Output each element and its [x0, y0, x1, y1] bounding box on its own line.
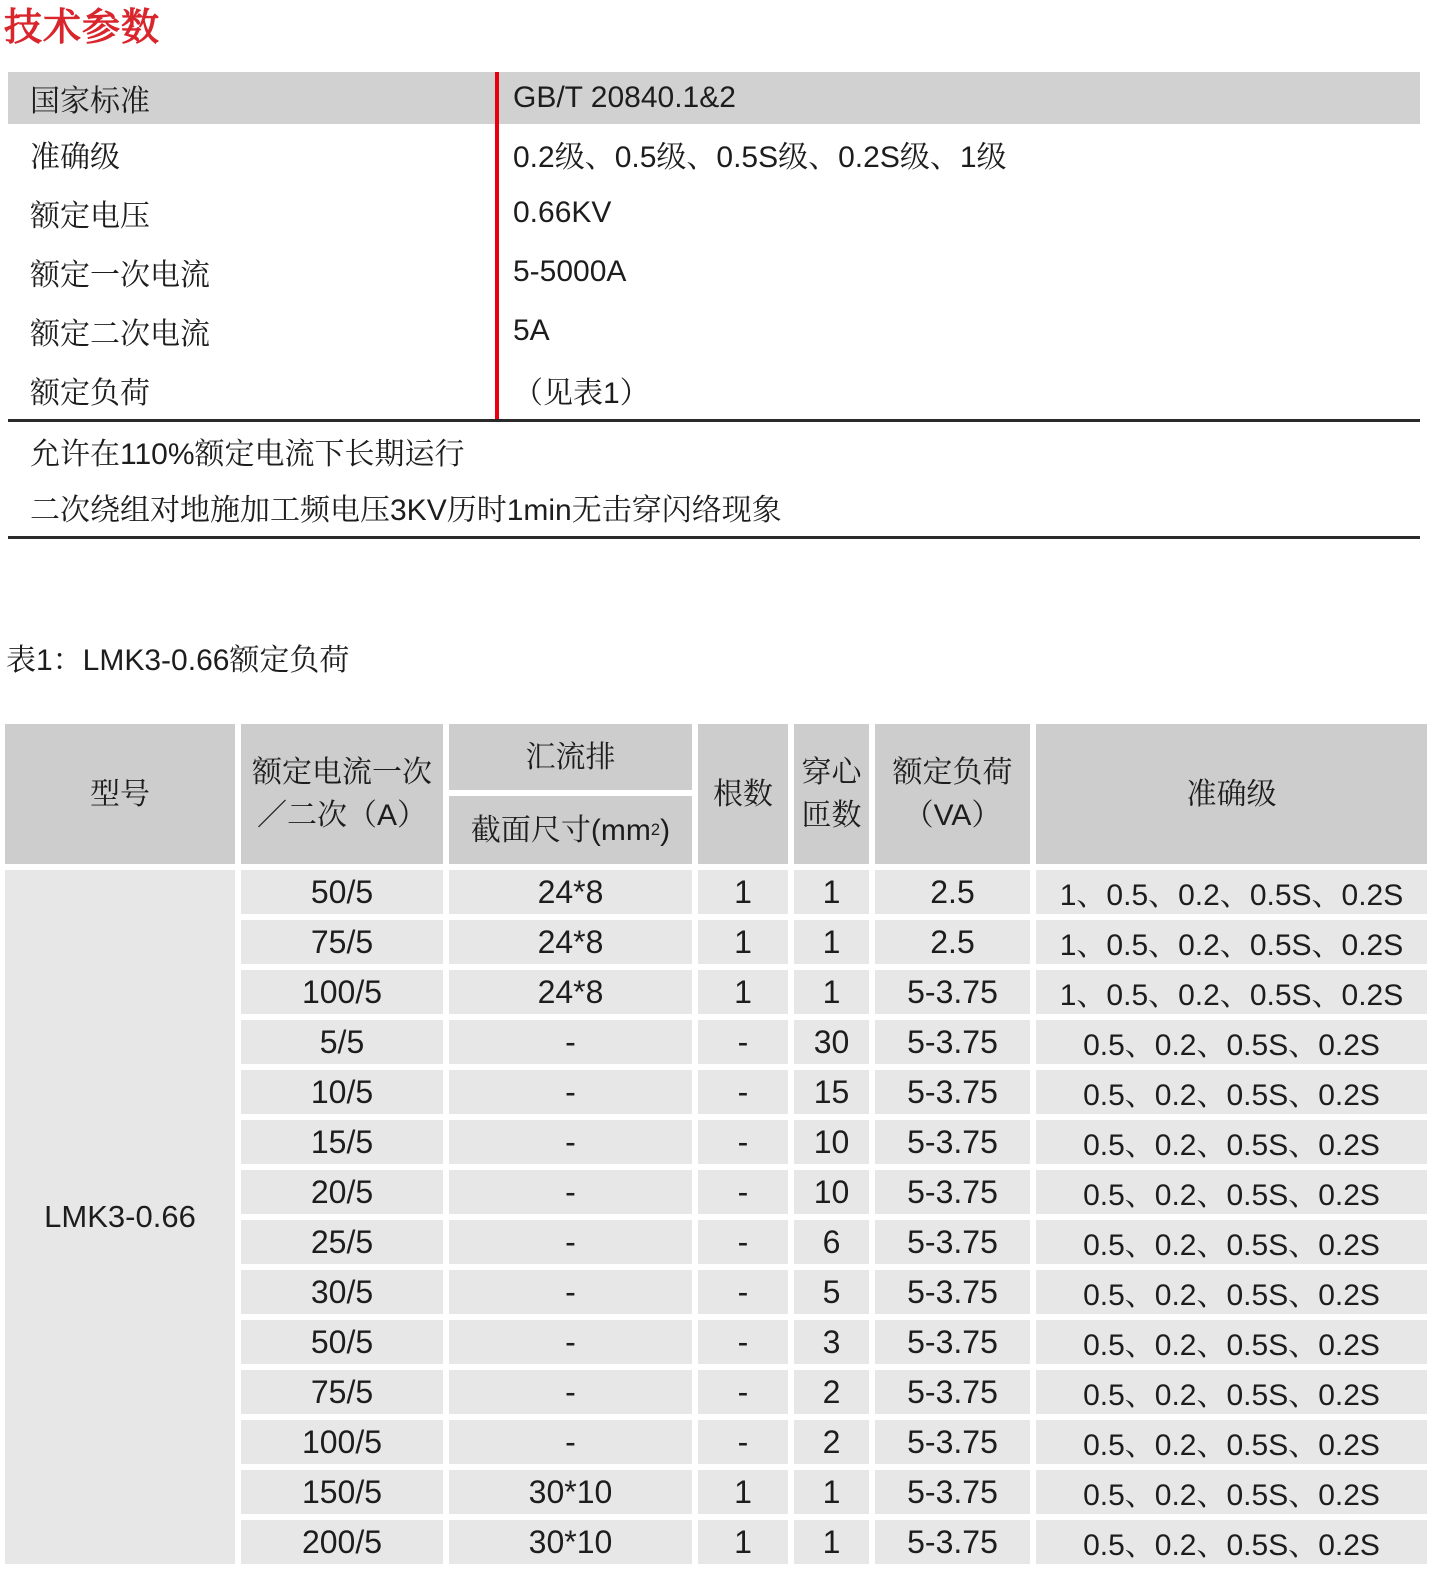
- cell-rated-current: 5/5: [241, 1020, 443, 1064]
- cell-burden: 5-3.75: [875, 970, 1030, 1014]
- param-row: [8, 183, 1420, 242]
- cell-rated-current: 15/5: [241, 1120, 443, 1164]
- cell-burden: 5-3.75: [875, 1020, 1030, 1064]
- cell-busbar-size: 30*10: [449, 1470, 692, 1514]
- cell-rated-current: 75/5: [241, 920, 443, 964]
- param-value: 5A: [513, 313, 550, 347]
- cell-bar-count: 1: [698, 1470, 788, 1514]
- cell-bar-count: -: [698, 1020, 788, 1064]
- param-label: 额定负荷: [30, 376, 150, 410]
- cell-burden: 5-3.75: [875, 1520, 1030, 1564]
- cell-turns: 15: [794, 1070, 869, 1114]
- cell-accuracy: 0.5、0.2、0.5S、0.2S: [1036, 1520, 1427, 1564]
- cell-burden: 5-3.75: [875, 1170, 1030, 1214]
- cell-burden: 5-3.75: [875, 1070, 1030, 1114]
- cell-turns: 10: [794, 1170, 869, 1214]
- cell-busbar-size: -: [449, 1070, 692, 1114]
- cell-busbar-size: -: [449, 1170, 692, 1214]
- header-bar-count: 根数: [698, 724, 788, 864]
- param-label: 国家标准: [30, 85, 150, 118]
- cell-bar-count: -: [698, 1170, 788, 1214]
- burden-table: [5, 724, 1427, 1564]
- cell-busbar-size: -: [449, 1120, 692, 1164]
- cell-accuracy: 1、0.5、0.2、0.5S、0.2S: [1036, 970, 1427, 1014]
- header-rated-current-line2: ／二次（A）: [256, 799, 427, 832]
- cell-turns: 1: [794, 970, 869, 1014]
- cell-bar-count: 1: [698, 1520, 788, 1564]
- cell-rated-current: 200/5: [241, 1520, 443, 1564]
- header-turns: [794, 724, 869, 864]
- cell-rated-current: 10/5: [241, 1070, 443, 1114]
- red-divider-line: [495, 72, 499, 419]
- cell-rated-current: 20/5: [241, 1170, 443, 1214]
- header-rated-current-line1: 额定电流一次: [252, 756, 432, 789]
- table1-caption: 表1：LMK3-0.66额定负荷: [6, 644, 350, 677]
- cell-turns: 5: [794, 1270, 869, 1314]
- cell-turns: 2: [794, 1370, 869, 1414]
- cell-burden: 2.5: [875, 920, 1030, 964]
- cell-turns: 1: [794, 870, 869, 914]
- cell-busbar-size: 24*8: [449, 970, 692, 1014]
- cell-burden: 5-3.75: [875, 1420, 1030, 1464]
- cell-bar-count: 1: [698, 970, 788, 1014]
- cell-accuracy: 1、0.5、0.2、0.5S、0.2S: [1036, 870, 1427, 914]
- param-table: [8, 72, 1420, 422]
- cell-turns: 2: [794, 1420, 869, 1464]
- cell-rated-current: 100/5: [241, 970, 443, 1014]
- header-cross-section: 截面尺寸(mm 2 ): [449, 796, 692, 864]
- note-line: 允许在110%额定电流下长期运行: [30, 438, 465, 471]
- cell-bar-count: -: [698, 1370, 788, 1414]
- cell-accuracy: 0.5、0.2、0.5S、0.2S: [1036, 1120, 1427, 1164]
- param-label: 额定电压: [30, 199, 150, 233]
- param-row: [8, 124, 1420, 183]
- cell-bar-count: 1: [698, 920, 788, 964]
- cell-turns: 3: [794, 1320, 869, 1364]
- cell-busbar-size: -: [449, 1320, 692, 1364]
- cell-busbar-size: 30*10: [449, 1520, 692, 1564]
- cell-burden: 5-3.75: [875, 1320, 1030, 1364]
- header-cross-section-prefix: 截面尺寸(mm: [470, 813, 651, 847]
- cell-model: LMK3-0.66: [5, 870, 235, 1564]
- cell-rated-current: 50/5: [241, 1320, 443, 1364]
- header-rated-current: [241, 724, 443, 864]
- cell-busbar-size: -: [449, 1270, 692, 1314]
- cell-burden: 2.5: [875, 870, 1030, 914]
- cell-accuracy: 0.5、0.2、0.5S、0.2S: [1036, 1020, 1427, 1064]
- header-burden-line1: 额定负荷: [892, 756, 1013, 789]
- cell-accuracy: 0.5、0.2、0.5S、0.2S: [1036, 1470, 1427, 1514]
- page-title: 技术参数: [4, 7, 161, 49]
- cell-bar-count: -: [698, 1220, 788, 1264]
- param-row: [8, 72, 1420, 124]
- cell-accuracy: 0.5、0.2、0.5S、0.2S: [1036, 1420, 1427, 1464]
- param-label: 额定二次电流: [30, 317, 210, 351]
- cell-accuracy: 0.5、0.2、0.5S、0.2S: [1036, 1320, 1427, 1364]
- cell-busbar-size: -: [449, 1020, 692, 1064]
- cell-rated-current: 25/5: [241, 1220, 443, 1264]
- param-value: （见表1）: [513, 376, 650, 410]
- cell-burden: 5-3.75: [875, 1120, 1030, 1164]
- param-label: 额定一次电流: [30, 258, 210, 292]
- cell-accuracy: 0.5、0.2、0.5S、0.2S: [1036, 1070, 1427, 1114]
- cell-burden: 5-3.75: [875, 1470, 1030, 1514]
- cell-bar-count: -: [698, 1320, 788, 1364]
- header-accuracy: 准确级: [1036, 724, 1427, 864]
- cell-burden: 5-3.75: [875, 1370, 1030, 1414]
- header-burden: [875, 724, 1030, 864]
- header-burden-line2: （VA）: [903, 799, 1002, 832]
- cell-turns: 10: [794, 1120, 869, 1164]
- cell-rated-current: 50/5: [241, 870, 443, 914]
- cell-rated-current: 100/5: [241, 1420, 443, 1464]
- cell-busbar-size: 24*8: [449, 870, 692, 914]
- header-cross-section-suffix: ): [660, 813, 671, 847]
- cell-bar-count: -: [698, 1070, 788, 1114]
- cell-bar-count: -: [698, 1420, 788, 1464]
- cell-burden: 5-3.75: [875, 1270, 1030, 1314]
- cell-busbar-size: -: [449, 1420, 692, 1464]
- cell-turns: 30: [794, 1020, 869, 1064]
- cell-busbar-size: 24*8: [449, 920, 692, 964]
- cell-accuracy: 0.5、0.2、0.5S、0.2S: [1036, 1220, 1427, 1264]
- header-busbar: 汇流排: [449, 724, 692, 790]
- param-value: GB/T 20840.1&2: [513, 81, 736, 114]
- notes-section: [8, 422, 1420, 539]
- cell-turns: 1: [794, 920, 869, 964]
- param-value: 0.2级、0.5级、0.5S级、0.2S级、1级: [513, 140, 1007, 174]
- cell-rated-current: 150/5: [241, 1470, 443, 1514]
- param-value: 5-5000A: [513, 254, 627, 288]
- header-model: 型号: [5, 724, 235, 864]
- cell-accuracy: 0.5、0.2、0.5S、0.2S: [1036, 1270, 1427, 1314]
- param-row: [8, 360, 1420, 419]
- cell-accuracy: 0.5、0.2、0.5S、0.2S: [1036, 1370, 1427, 1414]
- param-row: [8, 242, 1420, 301]
- cell-turns: 1: [794, 1470, 869, 1514]
- param-row: [8, 301, 1420, 360]
- cell-rated-current: 75/5: [241, 1370, 443, 1414]
- cell-accuracy: 0.5、0.2、0.5S、0.2S: [1036, 1170, 1427, 1214]
- note-line: 二次绕组对地施加工频电压3KV历时1min无击穿闪络现象: [30, 494, 782, 527]
- cell-burden: 5-3.75: [875, 1220, 1030, 1264]
- cell-rated-current: 30/5: [241, 1270, 443, 1314]
- cell-bar-count: -: [698, 1270, 788, 1314]
- cell-turns: 1: [794, 1520, 869, 1564]
- param-value: 0.66KV: [513, 195, 612, 229]
- cell-bar-count: 1: [698, 870, 788, 914]
- cell-accuracy: 1、0.5、0.2、0.5S、0.2S: [1036, 920, 1427, 964]
- cell-bar-count: -: [698, 1120, 788, 1164]
- header-turns-line2: 匝数: [801, 799, 862, 832]
- cell-busbar-size: -: [449, 1220, 692, 1264]
- param-label: 准确级: [30, 140, 120, 174]
- cell-turns: 6: [794, 1220, 869, 1264]
- header-turns-line1: 穿心: [801, 756, 862, 789]
- cell-busbar-size: -: [449, 1370, 692, 1414]
